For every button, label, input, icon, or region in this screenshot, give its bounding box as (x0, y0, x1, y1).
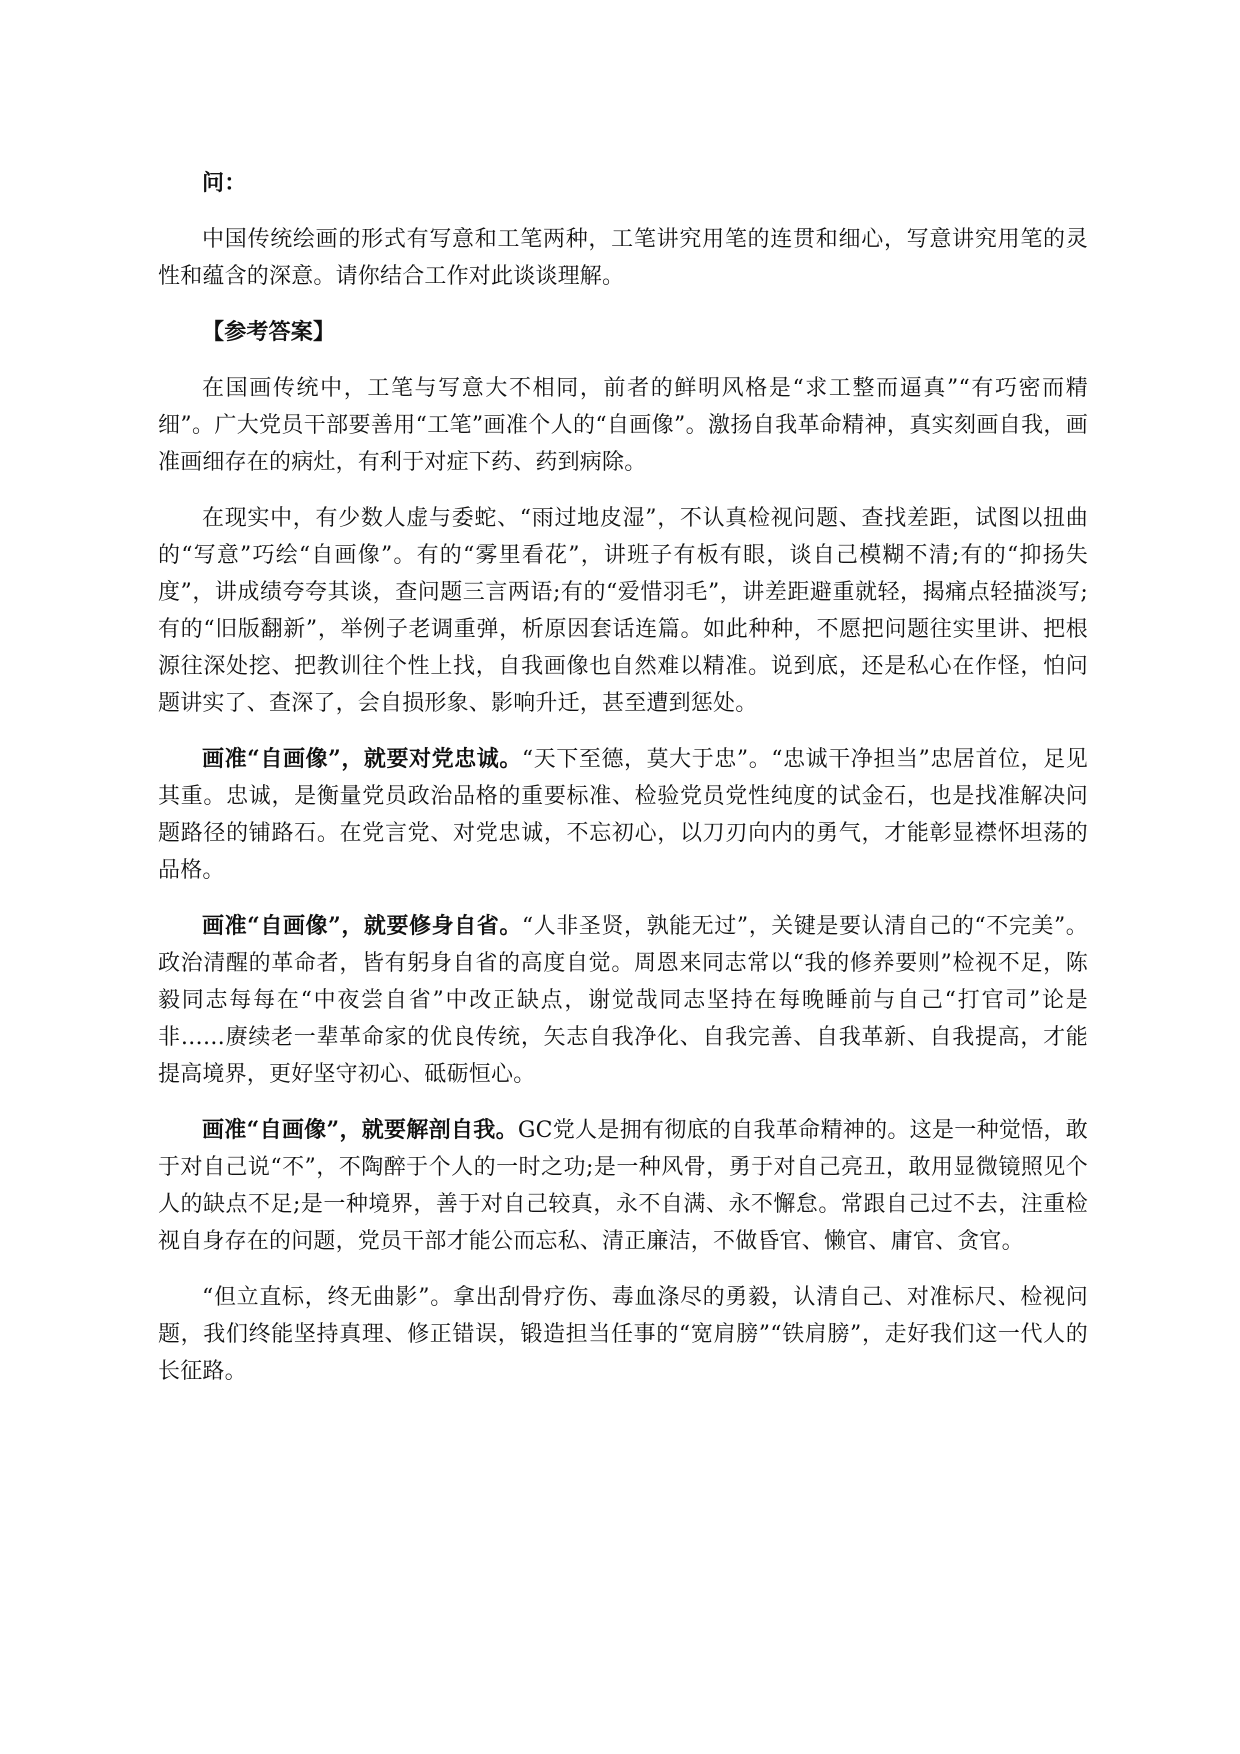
paragraph-4-text: “人非圣贤，孰能无过”，关键是要认清自己的“不完美”。政治清醒的革命者，皆有躬身自省的高度自觉。周恩来同志常以“我的修养要则”检视不足，陈毅同志每每在“中夜尝自省”中改正缺点，谢觉哉同志坚持在每晚睡前与自己“打官司”论是非……赓续老一辈革命家的优良传统，矢志自我净化、自我完善、自我革新、自我提高，才能提高境界，更好坚守初心、砥砺恒心。 (158, 914, 1088, 1087)
paragraph-3-text: “天下至德，莫大于忠”。“忠诚干净担当”忠居首位，足见其重。忠诚，是衡量党员政治品格的重要标准、检验党员党性纯度的试金石，也是找准解决问题路径的铺路石。在党言党、对党忠诚，不忘初心，以刀刃向内的勇气，才能彰显襟怀坦荡的品格。 (158, 747, 1088, 883)
answer-paragraph-3 (158, 741, 1088, 889)
answer-paragraph-5 (158, 1112, 1088, 1260)
answer-paragraph-1: 在国画传统中，工笔与写意大不相同，前者的鲜明风格是“求工整而逼真”“有巧密而精细”。广大党员干部要善用“工笔”画准个人的“自画像”。激扬自我革命精神，真实刻画自我，画准画细存在的病灶，有利于对症下药、药到病除。 (158, 376, 1088, 475)
question-text: 中国传统绘画的形式有写意和工笔两种，工笔讲究用笔的连贯和细心，写意讲究用笔的灵性和蕴含的深意。请你结合工作对此谈谈理解。 (158, 227, 1088, 289)
answer-paragraph-2: 在现实中，有少数人虚与委蛇、“雨过地皮湿”，不认真检视问题、查找差距，试图以扭曲的“写意”巧绘“自画像”。有的“雾里看花”，讲班子有板有眼，谈自己模糊不清;有的“抑扬失度”，讲成绩夸夸其谈，查问题三言两语;有的“爱惜羽毛”，讲差距避重就轻，揭痛点轻描淡写;有的“旧版翻新”，举例子老调重弹，析原因套话连篇。如此种种，不愿把问题往实里讲、把根源往深处挖、把教训往个性上找，自我画像也自然难以精准。说到底，还是私心在作怪，怕问题讲实了、查深了，会自损形象、影响升迁，甚至遭到惩处。 (158, 506, 1088, 716)
paragraph-5-lead: 画准“自画像”，就要解剖自我。 (202, 1117, 518, 1143)
answer-paragraph-6: “但立直标，终无曲影”。拿出刮骨疗伤、毒血涤尽的勇毅，认清自己、对准标尺、检视问题，我们终能坚持真理、修正错误，锻造担当任事的“宽肩膀”“铁肩膀”，走好我们这一代人的长征路。 (158, 1285, 1088, 1384)
question-label: 问： (202, 170, 247, 196)
document-body (158, 165, 1088, 1409)
answer-paragraph-4 (158, 908, 1088, 1093)
paragraph-3-lead: 画准“自画像”，就要对党忠诚。 (202, 746, 522, 772)
answer-label: 【参考答案】 (202, 319, 336, 345)
paragraph-4-lead: 画准“自画像”，就要修身自省。 (202, 913, 522, 939)
paragraph-5-text: GC党人是拥有彻底的自我革命精神的。这是一种觉悟，敢于对自己说“不”，不陶醉于个人的一时之功;是一种风骨，勇于对自己亮丑，敢用显微镜照见个人的缺点不足;是一种境界，善于对自己较真，永不自满、永不懈怠。常跟自己过不去，注重检视自身存在的问题，党员干部才能公而忘私、清正廉洁，不做昏官、懒官、庸官、贪官。 (158, 1118, 1089, 1254)
